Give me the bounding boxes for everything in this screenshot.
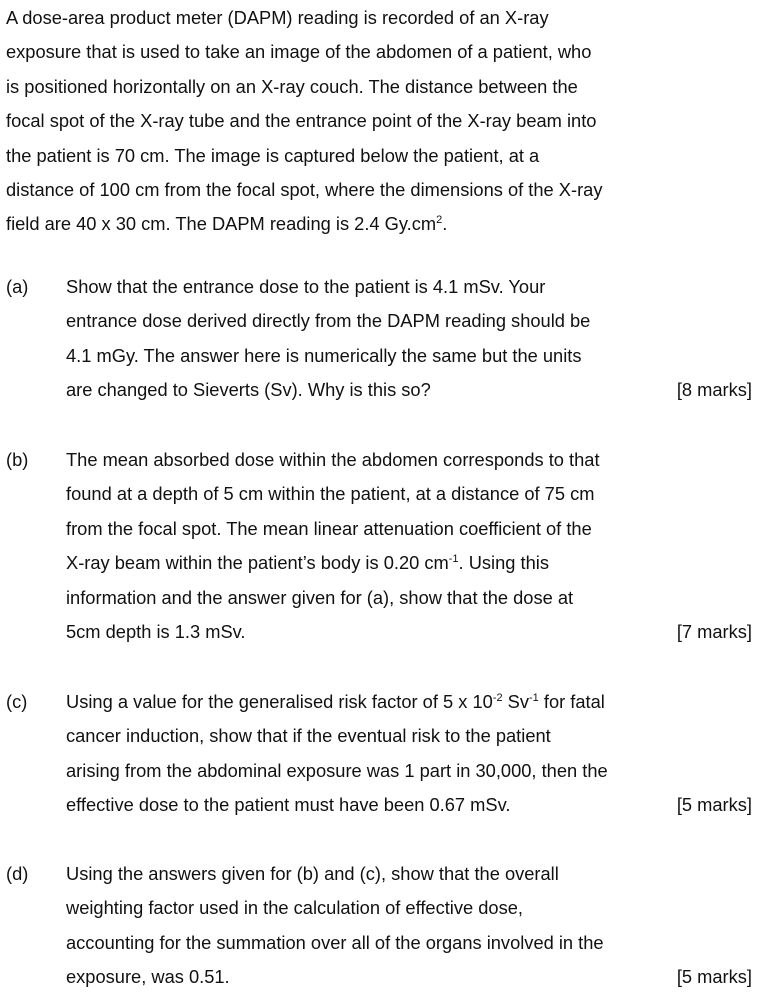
marks-label: [7 marks] bbox=[676, 621, 752, 642]
question-line bbox=[66, 685, 666, 719]
superscript: -1 bbox=[448, 553, 459, 566]
question-line: found at a depth of 5 cm within the patient, at a distance of 75 cm bbox=[66, 483, 595, 505]
question-line: information and the answer given for (a), show that the dose at bbox=[66, 586, 574, 608]
question-line: 5cm depth is 1.3 mSv. bbox=[66, 620, 246, 642]
question-line: 4.1 mGy. The answer here is numerically the same but the units bbox=[66, 344, 582, 366]
intro-text: field are 40 x 30 cm. The DAPM reading is 2.4 Gy.cm bbox=[6, 213, 437, 235]
question-line: arising from the abdominal exposure was 1 part in 30,000, then the bbox=[66, 759, 608, 781]
question-line: are changed to Sieverts (Sv). Why is this so? bbox=[66, 379, 431, 401]
question-body bbox=[66, 443, 666, 649]
question-line: from the focal spot. The mean linear attenuation coefficient of the bbox=[66, 517, 592, 539]
question-line: entrance dose derived directly from the DAPM reading should be bbox=[66, 310, 591, 332]
intro-line: exposure that is used to take an image of the abdomen of a patient, who bbox=[6, 41, 592, 63]
intro-text: . bbox=[442, 213, 448, 235]
question-line: exposure, was 0.51. bbox=[66, 966, 230, 988]
superscript: -1 bbox=[529, 692, 539, 704]
question-text: Using a value for the generalised risk factor of 5 x 10 bbox=[66, 691, 493, 712]
intro-line: the patient is 70 cm. The image is captured below the patient, at a bbox=[6, 144, 540, 166]
question-label: (c) bbox=[6, 691, 28, 712]
question-line: weighting factor used in the calculation of effective dose, bbox=[66, 897, 523, 919]
question-text: . Using this bbox=[458, 552, 549, 574]
question-line: effective dose to the patient must have been 0.67 mSv. bbox=[66, 794, 511, 816]
question-text: Sv bbox=[502, 691, 529, 712]
intro-line: is positioned horizontally on an X-ray couch. The distance between the bbox=[6, 75, 578, 97]
question-line: Show that the entrance dose to the patient is 4.1 mSv. Your bbox=[66, 276, 546, 297]
question-body bbox=[66, 685, 666, 823]
question-label: (b) bbox=[6, 449, 29, 470]
question-label: (a) bbox=[6, 276, 29, 297]
intro-line: distance of 100 cm from the focal spot, where the dimensions of the X-ray bbox=[6, 178, 603, 200]
marks-label: [5 marks] bbox=[676, 794, 752, 816]
question-line: accounting for the summation over all of the organs involved in the bbox=[66, 931, 604, 953]
intro-line: focal spot of the X-ray tube and the entrance point of the X-ray beam into bbox=[6, 110, 597, 132]
question-body bbox=[66, 270, 666, 408]
question-text: for fatal bbox=[538, 691, 605, 712]
superscript: -2 bbox=[492, 692, 503, 704]
intro-line-dapm bbox=[6, 207, 706, 241]
question-line: cancer induction, show that if the eventual risk to the patient bbox=[66, 725, 551, 747]
marks-label: [5 marks] bbox=[676, 966, 752, 988]
intro-paragraph bbox=[6, 1, 706, 242]
marks-label: [8 marks] bbox=[676, 379, 752, 401]
question-line: The mean absorbed dose within the abdomen corresponds to that bbox=[66, 449, 600, 470]
question-line bbox=[66, 546, 666, 580]
question-line: Using the answers given for (b) and (c), show that the overall bbox=[66, 863, 559, 884]
question-body bbox=[66, 857, 666, 995]
superscript: 2 bbox=[436, 214, 443, 227]
question-text: X-ray beam within the patient’s body is 0.20 cm bbox=[66, 552, 449, 574]
intro-line: A dose-area product meter (DAPM) reading is recorded of an X-ray bbox=[6, 7, 549, 28]
question-label: (d) bbox=[6, 863, 29, 884]
